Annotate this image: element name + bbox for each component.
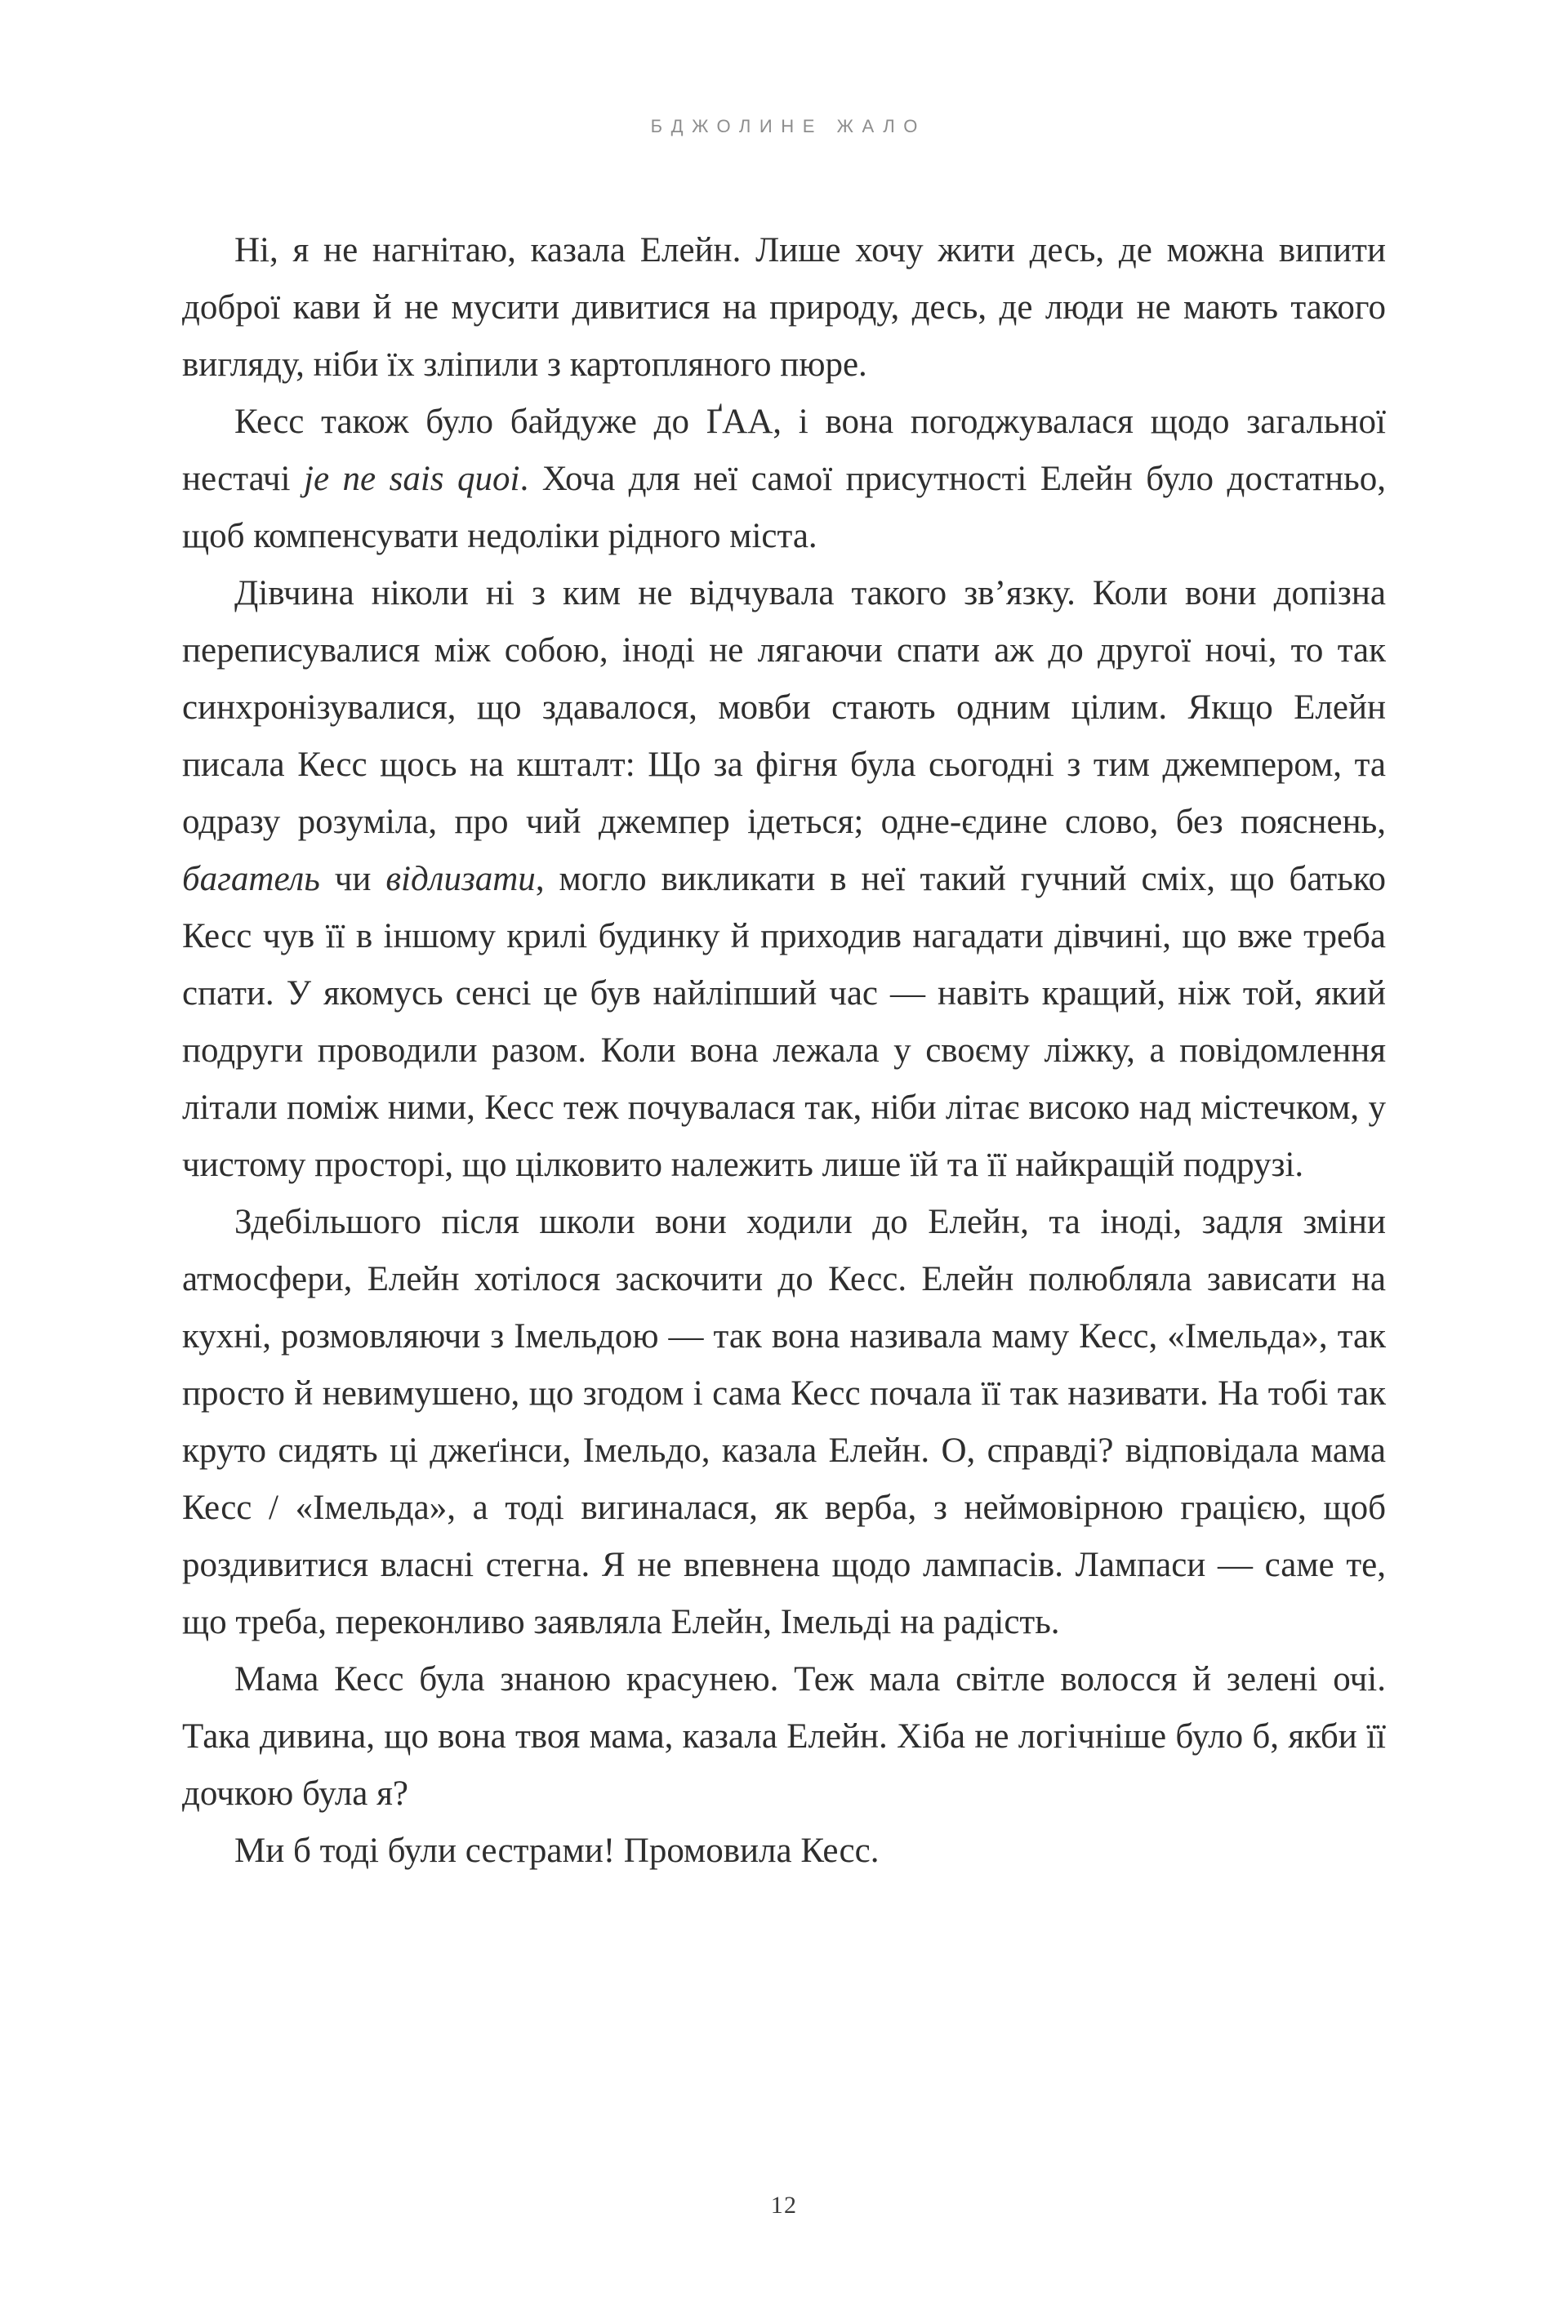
text-segment: Ми б тоді були сестрами! Промовила Кесс. (234, 1832, 880, 1870)
text-segment: Кесс також було байдуже до ҐАА, і вона погоджувалася щодо загальної нестачі (182, 403, 1386, 498)
paragraph (182, 222, 1386, 394)
paragraph (182, 1651, 1386, 1823)
paragraph (182, 565, 1386, 1194)
text-segment: Дівчина ніколи ні з ким не відчувала такого зв’язку. Коли вони допізна переписувалися між собою, іноді не лягаючи спати аж до другої ночі, то так синхронізувалися, що здавалося, мовби стають одним цілим. Якщо Елейн писала Кесс щось на кшталт: Що за фігня була сьогодні з тим джемпером, та одразу розуміла, про чий джемпер ідеться; одне-єдине слово, без пояснень, (182, 574, 1386, 841)
paragraph (182, 1823, 1386, 1880)
page-body (182, 222, 1386, 1880)
text-segment-italic: je ne sais quoi (304, 460, 520, 498)
text-segment: . Хоча для неї самої присутності Елейн було достатньо, щоб компенсувати недоліки рідного міста. (182, 460, 1386, 555)
paragraph (182, 394, 1386, 565)
text-segment-italic: багатель (182, 860, 320, 898)
text-segment: , могло викликати в неї такий гучний сміх, що батько Кесс чув її в іншому крилі будинку й приходив нагадати дівчині, що вже треба спати. У якомусь сенсі це був найліпший час — навіть кращий, ніж той, який подруги проводили разом. Коли вона лежала у своєму ліжку, а повідомлення літали поміж ними, Кесс теж почувалася так, ніби літає високо над містечком, у чистому просторі, що цілковито належить лише їй та її найкращій подрузі. (182, 860, 1387, 1184)
text-segment: Ні, я не нагнітаю, казала Елейн. Лише хочу жити десь, де можна випити доброї кави й не мусити дивитися на природу, десь, де люди не мають такого вигляду, ніби їх зліпили з картопляного пюре. (182, 231, 1386, 384)
running-header: БДЖОЛИНЕ ЖАЛО (650, 116, 926, 136)
text-segment: Мама Кесс була знаною красунею. Теж мала світле волосся й зелені очі. Така дивина, що вона твоя мама, казала Елейн. Хіба не логічніше було б, якби її дочкою була я? (182, 1660, 1386, 1813)
paragraph (182, 1194, 1386, 1651)
page-number: 12 (770, 2192, 798, 2219)
text-segment-italic: відлизати (385, 860, 536, 898)
text-segment: Здебільшого після школи вони ходили до Елейн, та іноді, задля зміни атмосфери, Елейн хотілося заскочити до Кесс. Елейн полюбляла зависати на кухні, розмовляючи з Імельдою — так вона називала маму Кесс, «Імельда», так просто й невимушено, що згодом і сама Кесс почала її так називати. На тобі так круто сидять ці джеґінси, Імельдо, казала Елейн. О, справді? відповідала мама Кесс / «Імельда», а тоді вигиналася, як верба, з неймовірною грацією, щоб роздивитися власні стегна. Я не впевнена щодо лампасів. Лампаси — саме те, що треба, переконливо заявляла Елейн, Імельді на радість. (182, 1203, 1386, 1641)
text-segment: чи (319, 860, 386, 898)
